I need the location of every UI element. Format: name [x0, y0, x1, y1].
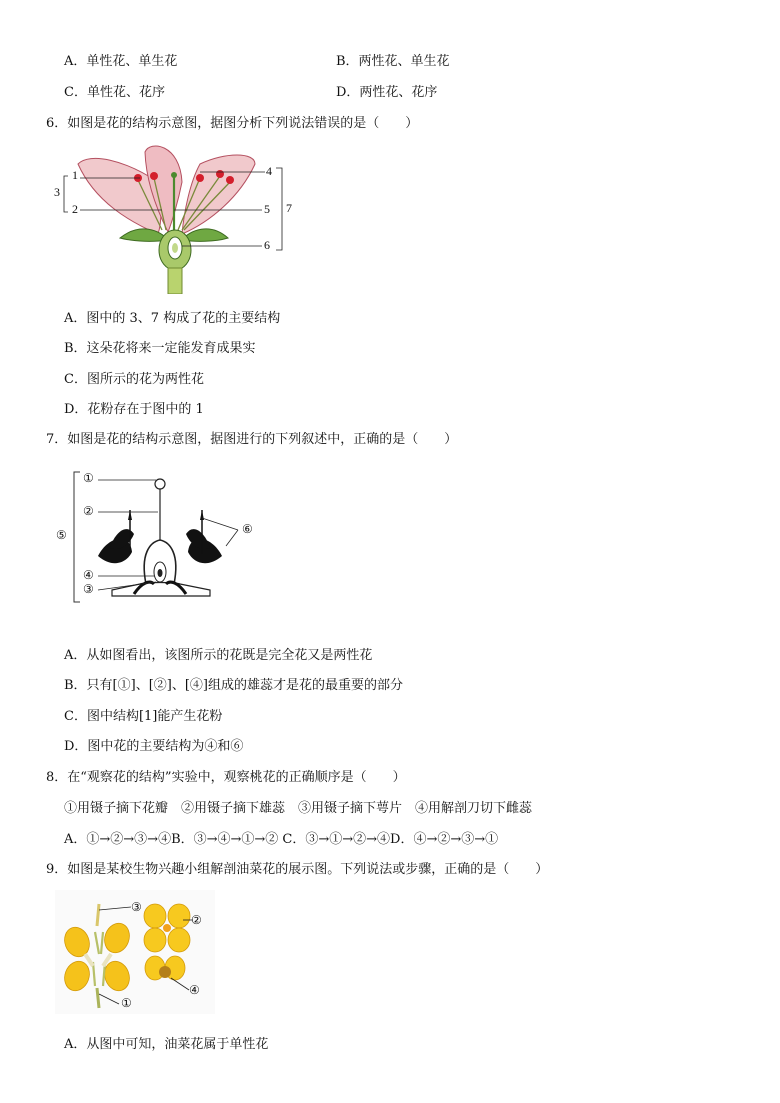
q5-option-b: B．两性花、单生花 [336, 54, 450, 69]
q7-flower-figure [50, 464, 275, 612]
q5-option-c: C．单性花、花序 [64, 85, 165, 100]
q9-label-3: ③ [131, 900, 142, 914]
q6-option-b: B．这朵花将来一定能发育成果实 [64, 341, 256, 356]
q6-flower-figure [50, 142, 305, 294]
q6-option-a: A．图中的 3、7 构成了花的主要结构 [64, 311, 281, 326]
q7-option-b: B．只有[①]、[②]、[④]组成的雄蕊才是花的最重要的部分 [64, 678, 403, 693]
q7-option-a: A．从如图看出，该图所示的花既是完全花又是两性花 [64, 648, 373, 663]
q9-label-2: ② [191, 913, 202, 927]
q6-label-2: 2 [72, 202, 78, 216]
q7-label-2: ② [83, 504, 94, 518]
q9-label-4: ④ [189, 983, 200, 997]
q6-label-6: 6 [264, 238, 270, 252]
q9-stem: 9．如图是某校生物兴趣小组解剖油菜花的展示图。下列说法或步骤，正确的是（ ） [46, 862, 549, 877]
q5-option-d: D．两性花、花序 [336, 85, 438, 100]
q6-stem: 6．如图是花的结构示意图，据图分析下列说法错误的是（ ） [46, 116, 419, 131]
q6-option-c: C．图所示的花为两性花 [64, 372, 204, 387]
q6-label-7: 7 [286, 201, 292, 215]
q8-stem: 8．在“观察花的结构”实验中，观察桃花的正确顺序是（ ） [46, 770, 406, 785]
q7-label-3: ③ [83, 582, 94, 596]
q6-label-5: 5 [264, 202, 270, 216]
q6-label-1: 1 [72, 168, 78, 182]
q8-options: A．①→②→③→④B．③→④→①→② C．③→①→②→④D．④→②→③→① [64, 832, 499, 847]
q7-label-1: ① [83, 471, 94, 485]
q6-label-3: 3 [54, 185, 60, 199]
q9-option-a: A．从图中可知，油菜花属于单性花 [64, 1037, 269, 1052]
q9-rapeseed-flower-figure [55, 890, 215, 1014]
q7-label-4: ④ [83, 568, 94, 582]
q7-option-d: D．图中花的主要结构为④和⑥ [64, 739, 244, 754]
q7-stem: 7．如图是花的结构示意图，据图进行的下列叙述中，正确的是（ ） [46, 432, 458, 447]
q9-label-1: ① [121, 996, 132, 1010]
q6-label-4: 4 [266, 164, 272, 178]
q6-option-d: D．花粉存在于图中的 1 [64, 402, 204, 417]
q7-option-c: C．图中结构[1]能产生花粉 [64, 709, 223, 724]
q5-option-a: A．单性花、单生花 [64, 54, 178, 69]
q7-label-6: ⑥ [242, 522, 253, 536]
q7-label-5: ⑤ [56, 528, 67, 542]
q8-steps: ①用镊子摘下花瓣 ②用镊子摘下雄蕊 ③用镊子摘下萼片 ④用解剖刀切下雌蕊 [64, 801, 533, 816]
